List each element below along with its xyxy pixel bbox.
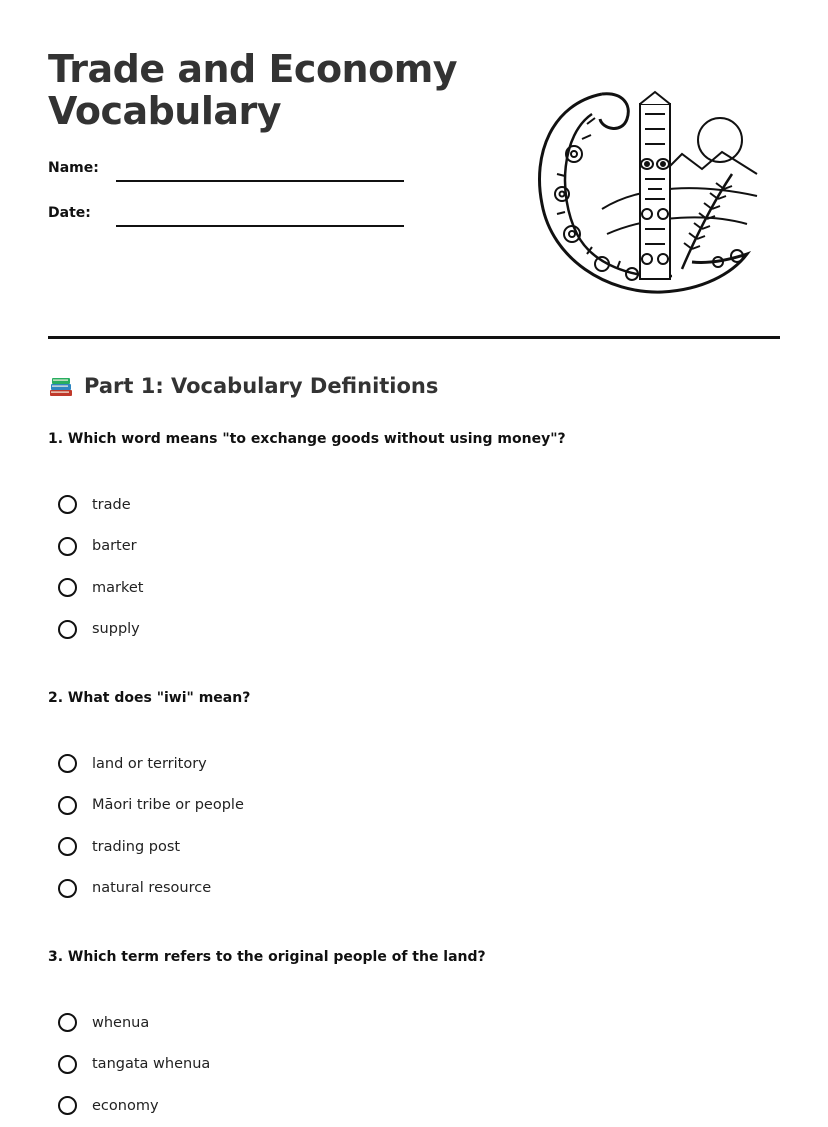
option-label: trading post <box>92 838 181 855</box>
question-text: 1. Which word means "to exchange goods without using money"? <box>48 431 566 447</box>
date-field <box>48 201 408 229</box>
answer-options <box>58 743 244 909</box>
radio-button[interactable] <box>58 1055 77 1074</box>
worksheet-header <box>48 0 780 340</box>
name-label: Name: <box>48 160 99 176</box>
question-text: 2. What does "iwi" mean? <box>48 690 251 706</box>
option-tangata-whenua[interactable] <box>58 1044 210 1086</box>
worksheet-page <box>48 0 780 1118</box>
radio-button[interactable] <box>58 495 77 514</box>
question-1 <box>48 430 780 638</box>
option-label: natural resource <box>92 880 212 897</box>
option-label: land or territory <box>92 755 207 772</box>
option-label: trade <box>92 496 131 513</box>
date-label: Date: <box>48 205 91 221</box>
title-line-1: Trade and Economy <box>48 47 458 91</box>
option-whenua[interactable] <box>58 1002 210 1044</box>
title-line-2: Vocabulary <box>48 89 282 133</box>
option-supply[interactable] <box>58 609 143 651</box>
option-label: whenua <box>92 1014 150 1031</box>
radio-button[interactable] <box>58 754 77 773</box>
option-market[interactable] <box>58 567 143 609</box>
question-3 <box>48 948 780 1114</box>
radio-button[interactable] <box>58 578 77 597</box>
answer-options <box>58 1002 210 1127</box>
radio-button[interactable] <box>58 1096 77 1115</box>
radio-button[interactable] <box>58 620 77 639</box>
answer-options <box>58 484 143 650</box>
maori-pou-carving-icon <box>532 84 762 298</box>
option-natural-resource[interactable] <box>58 868 244 910</box>
name-field <box>48 156 408 184</box>
option-label: tangata whenua <box>92 1056 211 1073</box>
option-economy[interactable] <box>58 1085 210 1127</box>
option-label: barter <box>92 538 137 555</box>
radio-button[interactable] <box>58 537 77 556</box>
books-icon <box>48 374 74 398</box>
radio-button[interactable] <box>58 837 77 856</box>
option-barter[interactable] <box>58 526 143 568</box>
option-label: market <box>92 579 144 596</box>
page-title <box>48 48 457 132</box>
option-trading-post[interactable] <box>58 826 244 868</box>
radio-button[interactable] <box>58 879 77 898</box>
section-title <box>48 374 438 398</box>
section-title-text: Part 1: Vocabulary Definitions <box>84 374 439 398</box>
date-input-line[interactable] <box>116 225 404 227</box>
option-land-or-territory[interactable] <box>58 743 244 785</box>
question-2 <box>48 689 780 897</box>
option-label: economy <box>92 1097 159 1114</box>
option-label: Māori tribe or people <box>92 797 244 814</box>
option-maori-tribe[interactable] <box>58 785 244 827</box>
question-text: 3. Which term refers to the original people of the land? <box>48 949 486 965</box>
name-input-line[interactable] <box>116 180 404 182</box>
option-label: supply <box>92 621 140 638</box>
section-divider <box>48 336 780 339</box>
radio-button[interactable] <box>58 796 77 815</box>
option-trade[interactable] <box>58 484 143 526</box>
radio-button[interactable] <box>58 1013 77 1032</box>
